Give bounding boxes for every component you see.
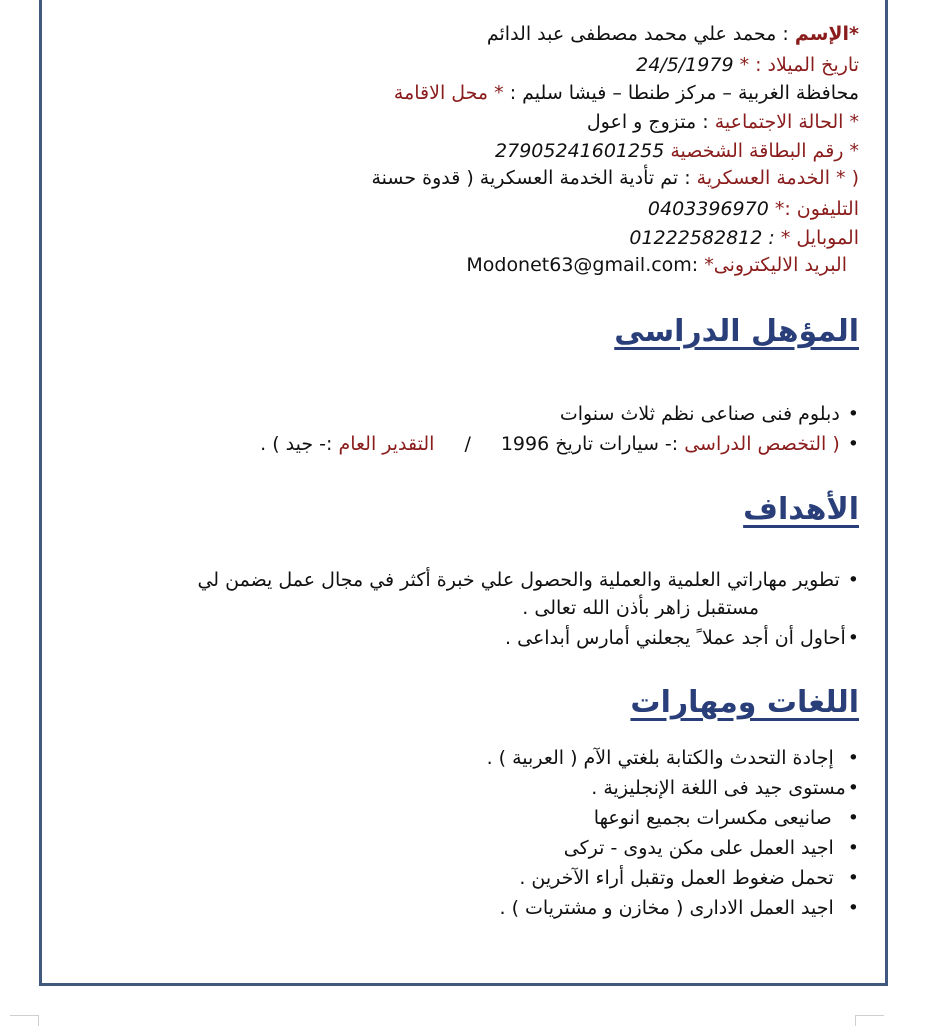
goals-item-1-line-1: تطوير مهاراتي العلمية والعملية والحصول علي خبرة أكثر في مجال عمل يضمن لي — [197, 569, 840, 591]
phone-value: 0403396970 — [647, 198, 769, 220]
goals-item-1-line-2: مستقبل زاهر بأذن الله تعالى . — [522, 597, 759, 619]
residence-label: * محل الاقامة — [393, 82, 504, 104]
id-value: 27905241601255 — [495, 140, 665, 162]
education-item-1 — [560, 402, 859, 426]
goals-heading: الأهداف — [743, 492, 859, 527]
bullet-icon: • — [847, 867, 859, 889]
mobile-line — [629, 226, 859, 250]
bullet-icon: • — [847, 807, 859, 829]
id-label: * رقم البطاقة الشخصية — [670, 140, 859, 162]
goals-item-1-continued — [522, 596, 759, 620]
email-label: البريد الاليكترونى* — [704, 254, 847, 276]
bullet-icon: • — [847, 777, 859, 799]
skill-item-6 — [500, 896, 859, 920]
residence-value: محافظة الغربية – مركز طنطا – فيشا سليم : — [509, 82, 859, 104]
goals-item-2 — [505, 626, 859, 650]
skill-item-1 — [487, 746, 859, 770]
skills-heading: اللغات ومهارات — [630, 685, 859, 720]
bullet-icon: • — [847, 403, 859, 425]
mobile-label: الموبايل * — [780, 227, 859, 249]
specialization-value: :- سيارات تاريخ 1996 — [500, 433, 679, 455]
goals-item-1 — [197, 568, 859, 592]
phone-line — [648, 197, 859, 221]
skill-text-5: تحمل ضغوط العمل وتقبل أراء الآخرين . — [519, 867, 834, 889]
skill-item-3 — [594, 806, 859, 830]
name-label: *الإسم — [794, 23, 859, 45]
bullet-icon: • — [847, 747, 859, 769]
specialization-label: ( التخصص الدراسى — [684, 433, 840, 455]
skill-text-3: صانيعى مكسرات بجميع انوعها — [593, 807, 832, 829]
skill-item-2 — [591, 776, 859, 800]
skill-item-5 — [519, 866, 859, 890]
military-label: ( * الخدمة العسكرية — [696, 167, 859, 189]
residence-line — [394, 81, 859, 105]
email-value: Modonet63@gmail.com: — [466, 254, 699, 276]
name-value: : محمد علي محمد مصطفى عبد الدائم — [486, 23, 789, 45]
separator: / — [464, 433, 471, 455]
marital-label: * الحالة الاجتماعية — [714, 111, 859, 133]
birth-line — [636, 53, 859, 77]
military-value: : تم تأدية الخدمة العسكرية ( قدوة حسنة — [371, 167, 691, 189]
bullet-icon: • — [847, 897, 859, 919]
name-line — [487, 22, 859, 46]
skill-text-4: اجيد العمل على مكن يدوى - تركى — [563, 837, 834, 859]
skill-text-2: مستوى جيد فى اللغة الإنجليزية . — [591, 777, 846, 799]
bullet-icon: • — [847, 569, 859, 591]
birth-label: تاريخ الميلاد : * — [739, 54, 859, 76]
marital-value: : متزوج و اعول — [586, 111, 709, 133]
military-line — [371, 166, 859, 190]
email-line — [466, 253, 847, 277]
bullet-icon: • — [847, 627, 859, 649]
bullet-icon: • — [847, 837, 859, 859]
mobile-value: 01222582812 : — [629, 227, 775, 249]
education-item-2 — [260, 432, 859, 456]
page-corner-right — [855, 1015, 884, 1026]
page-corner-left — [10, 1015, 39, 1026]
education-heading: المؤهل الدراسى — [614, 314, 859, 349]
phone-label: التليفون :* — [774, 198, 859, 220]
skill-item-4 — [564, 836, 859, 860]
skill-text-1: إجادة التحدث والكتابة بلغتي الآم ( العربية ) . — [486, 747, 834, 769]
birth-value: 24/5/1979 — [636, 54, 734, 76]
grade-value: :- جيد ) . — [260, 433, 333, 455]
education-diploma: دبلوم فنى صناعى نظم ثلاث سنوات — [559, 403, 840, 425]
skill-text-6: اجيد العمل الادارى ( مخازن و مشتريات ) . — [499, 897, 834, 919]
bullet-icon: • — [847, 433, 859, 455]
id-line — [495, 139, 859, 163]
grade-label: التقدير العام — [338, 433, 435, 455]
marital-line — [587, 110, 859, 134]
goals-item-2-text: أحاول أن أجد عملا ً يجعلني أمارس أبداعى . — [505, 627, 846, 649]
